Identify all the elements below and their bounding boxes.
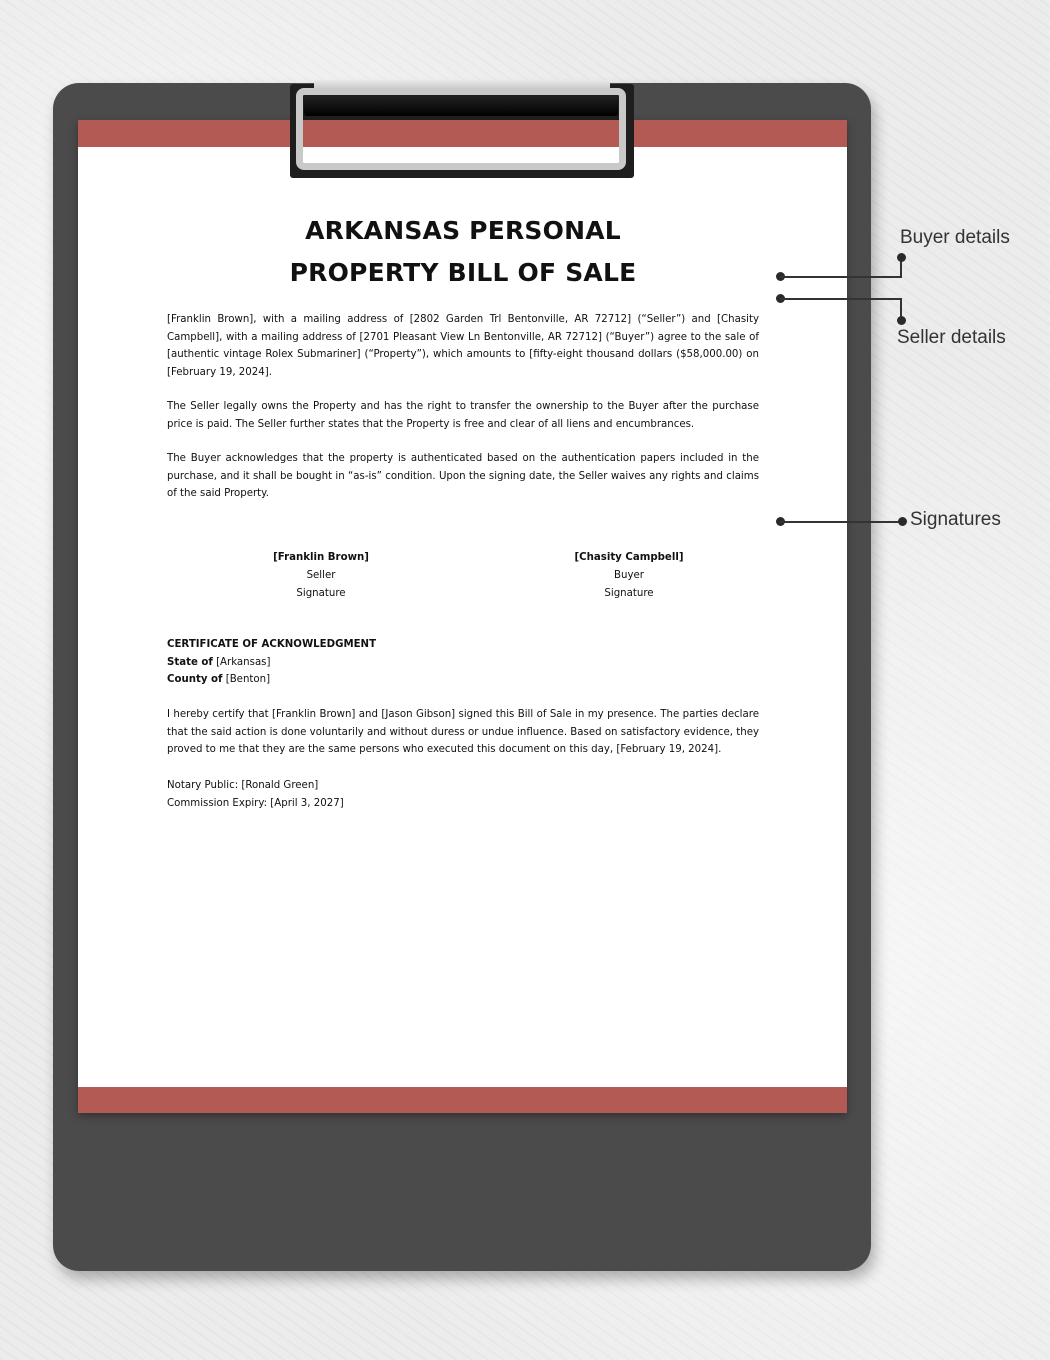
seller-leader-line	[780, 298, 902, 300]
buyer-leader-line	[780, 276, 902, 278]
paragraph-ownership: The Seller legally owns the Property and has the right to transfer the ownership to the Buyer after the purchase price is paid. The Seller further states that the Property is free and clear of all liens and encumbrances.	[167, 401, 759, 430]
seller-name: [Franklin Brown]	[273, 552, 369, 563]
county-value: [Benton]	[222, 674, 271, 686]
clip-frame	[296, 88, 626, 170]
state-value: [Arkansas]	[212, 656, 271, 668]
buyer-signature-block	[529, 549, 729, 603]
state-label: State of	[167, 656, 213, 668]
certificate-block	[167, 636, 376, 689]
callout-signatures: Signatures	[910, 509, 1001, 530]
signatures-leader-line	[780, 521, 902, 523]
buyer-name: [Chasity Campbell]	[574, 552, 684, 563]
paragraph-parties: [Franklin Brown], with a mailing address of [2802 Garden Trl Bentonville, AR 72712] (“Seller”) and [Chasity Campbell], with a mailing address of [2701 Pleasant View Ln Bentonville, AR 72712] (“Buyer”) agree to the sale of [authentic vintage Rolex Submariner] (“Property”), which amounts to [fifty-eight thousand dollars ($58,000.00) on [February 19, 2024].	[167, 314, 759, 378]
county-label: County of	[167, 674, 223, 686]
buyer-leader-end-dot	[897, 253, 906, 262]
notary-block	[167, 777, 344, 812]
bottom-accent-band	[78, 1087, 847, 1113]
seller-signature-block	[221, 549, 421, 603]
certificate-heading: CERTIFICATE OF ACKNOWLEDGMENT	[167, 639, 377, 650]
buyer-signature-line: Signature	[604, 588, 654, 599]
notary-public: Notary Public: [Ronald Green]	[167, 780, 319, 791]
certificate-state	[167, 654, 376, 672]
paragraph-acknowledgment: The Buyer acknowledges that the property is authenticated based on the authentication papers included in the purchase, and it shall be bought in “as-is” condition. Upon the signing date, the Seller waives any rights and claims of the said Property.	[167, 453, 759, 500]
seller-leader-end-dot	[897, 316, 906, 325]
callout-buyer-details: Buyer details	[900, 227, 1010, 248]
document-content	[167, 210, 759, 809]
certificate-county	[167, 671, 376, 689]
seller-role: Seller	[306, 570, 336, 581]
commission-expiry: Commission Expiry: [April 3, 2027]	[167, 797, 344, 809]
signatures-leader-end-dot	[898, 517, 907, 526]
seller-signature-line: Signature	[296, 588, 346, 599]
buyer-role: Buyer	[614, 570, 644, 581]
callout-seller-details: Seller details	[897, 327, 1006, 348]
document-title-line1: ARKANSAS PERSONAL	[305, 216, 621, 245]
document-title-line2: PROPERTY BILL OF SALE	[289, 258, 637, 287]
certificate-paragraph: I hereby certify that [Franklin Brown] and [Jason Gibson] signed this Bill of Sale in my presence. The parties declare that the said action is done voluntarily and without duress or undue influence. Based on satisfactory evidence, they proved to me that they are the same persons who executed this document on this day, [February 19, 2024].	[167, 709, 759, 756]
